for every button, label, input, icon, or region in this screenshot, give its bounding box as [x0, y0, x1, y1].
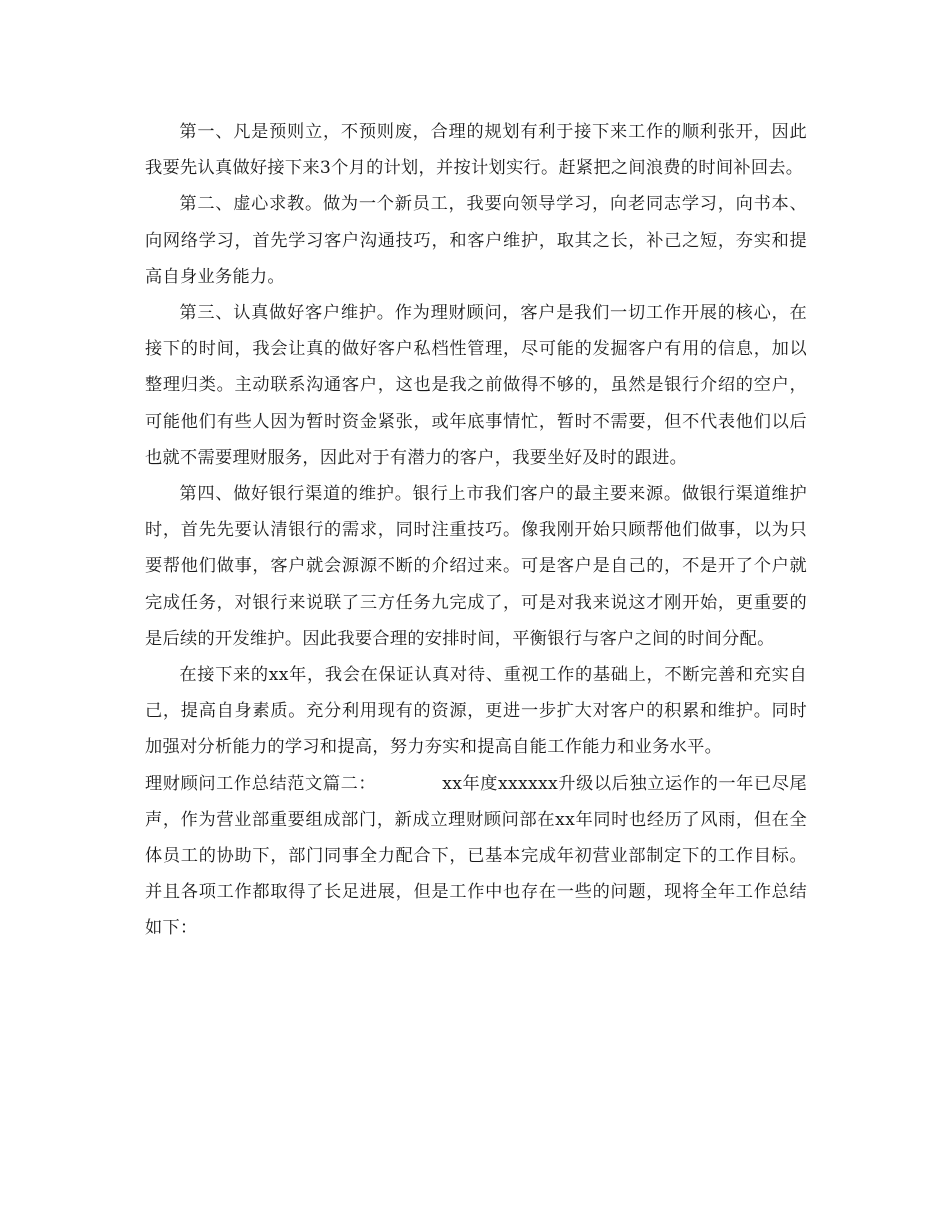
paragraph-3: 第三、认真做好客户维护。作为理财顾问，客户是我们一切工作开展的核心，在接下的时间，我会让真的做好客户私档性管理，尽可能的发掘客户有用的信息，加以整理归类。主动联系沟通客户，这也是我之前做得不够的，虽然是银行介绍的空户，可能他们有些人因为暂时资金紧张，或年底事情忙，暂时不需要，但不代表他们以后也就不需要理财服务，因此对于有潜力的客户，我要坐好及时的跟进。 [145, 303, 807, 468]
paragraph-2: 第二、虚心求教。做为一个新员工，我要向领导学习，向老同志学习，向书本、向网络学习，首先学习客户沟通技巧，和客户维护，取其之长，补己之短，夯实和提高自身业务能力。 [145, 194, 807, 287]
section-body: xx年度xxxxxx升级以后独立运作的一年已尽尾声，作为营业部重要组成部门，新成立理财顾问部在xx年同时也经历了风雨，但在全体员工的协助下，部门同事全力配合下，已基本完成年初营业部制定下的工作目标。并且各项工作都取得了长足进展，但是工作中也存在一些的问题，现将全年工作总结如下： [145, 773, 807, 939]
paragraph-1: 第一、凡是预则立，不预则废，合理的规划有利于接下来工作的顺利张开，因此我要先认真做好接下来3个月的计划，并按计划实行。赶紧把之间浪费的时间补回去。 [145, 122, 807, 179]
section-heading: 理财顾问工作总结范文篇二： [145, 773, 377, 794]
paragraph-4: 第四、做好银行渠道的维护。银行上市我们客户的最主要来源。做银行渠道维护时，首先先要认清银行的需求，同时注重技巧。像我刚开始只顾帮他们做事，以为只要帮他们做事，客户就会源源不断的介绍过来。可是客户是自己的，不是开了个户就完成任务，对银行来说联了三方任务九完成了，可是对我来说这才刚开始，更重要的是后续的开发维护。因此我要合理的安排时间，平衡银行与客户之间的时间分配。 [145, 484, 807, 649]
section-paragraph [145, 766, 807, 947]
document-body [145, 114, 807, 947]
paragraph-5: 在接下来的xx年，我会在保证认真对待、重视工作的基础上，不断完善和充实自己，提高自身素质。充分利用现有的资源，更进一步扩大对客户的积累和维护。同时加强对分析能力的学习和提高，努力夯实和提高自能工作能力和业务水平。 [145, 665, 807, 758]
